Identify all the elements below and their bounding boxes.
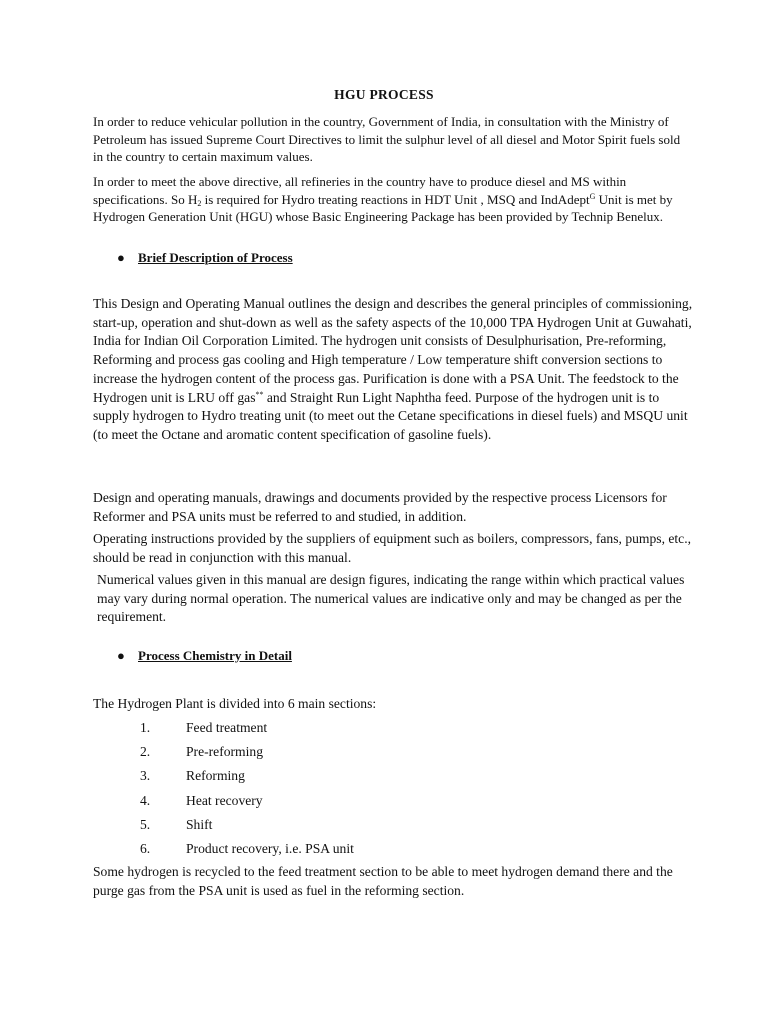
intro-paragraph-1: In order to reduce vehicular pollution in the country, Government of India, in consultation with the Ministry of Petroleum has issued Supreme Court Directives to limit the sulphur level of all diesel and Motor Spirit fuels sold in the country to certain maximum values. (93, 114, 681, 164)
list-item: 2. Pre-reforming (140, 744, 264, 760)
numerical-values-paragraph: Numerical values given in this manual are design figures, indicating the range within which practical values may vary during normal operation. The numerical values are indicative only and may be changed as per the requirement. (97, 572, 685, 625)
sections-intro: The Hydrogen Plant is divided into 6 main sections: (93, 696, 377, 711)
bullet-icon: ● (117, 250, 125, 265)
list-item: 3. Reforming (140, 768, 245, 784)
list-item: 4. Heat recovery (140, 792, 263, 808)
section-heading-process-chemistry: Process Chemistry in Detail (138, 648, 292, 663)
bullet-icon: ● (117, 648, 125, 663)
list-item: 6. Product recovery, i.e. PSA unit (140, 840, 354, 856)
section-heading-brief-description: Brief Description of Process (138, 250, 293, 265)
description-paragraph: This Design and Operating Manual outlines the design and describes the general principles of commissioning, start-up, operation and shut-down as well as the safety aspects of the 10,000 TPA Hydrogen Unit at Guwahati, India for Indian Oil Corporation Limited. The hydrogen unit consists of Desulphurisation, Pre-reforming, Reforming and process gas cooling and High temperature / Low temperature shift conversion sections to increase the hydrogen content of the process gas. Purification is done with a PSA Unit. The feedstock to the Hydrogen unit is LRU off gas** and Straight Run Light Naphtha feed. Purpose of the hydrogen unit is to supply hydrogen to Hydro treating unit (to meet out the Cetane specifications in diesel fuels) and MSQU unit (to meet the Octane and aromatic content specification of gasoline fuels). (93, 296, 693, 442)
list-item: 5. Shift (140, 816, 213, 832)
list-item: 1. Feed treatment (140, 720, 268, 735)
instructions-paragraph: Operating instructions provided by the suppliers of equipment such as boilers, compressors, fans, pumps, etc., should be read in conjunction with this manual. (93, 531, 692, 565)
manuals-paragraph: Design and operating manuals, drawings and documents provided by the respective process Licensors for Reformer and PSA units must be referred to and studied, in addition. (93, 490, 667, 524)
sections-list (140, 718, 354, 863)
recycle-paragraph: Some hydrogen is recycled to the feed treatment section to be able to meet hydrogen demand there and the purge gas from the PSA unit is used as fuel in the reforming section. (93, 864, 673, 898)
intro-paragraph-2: In order to meet the above directive, all refineries in the country have to produce diesel and MS within specifications. So $H_2$ is required for Hydro treating reactions in HDT Unit , MSQ and IndAdept$^G$ Unit is met by Hydrogen Generation Unit (HGU) whose Basic Engineering Package has been provided by Technip Benelux. (93, 174, 673, 224)
page-title: HGU PROCESS (334, 87, 434, 102)
